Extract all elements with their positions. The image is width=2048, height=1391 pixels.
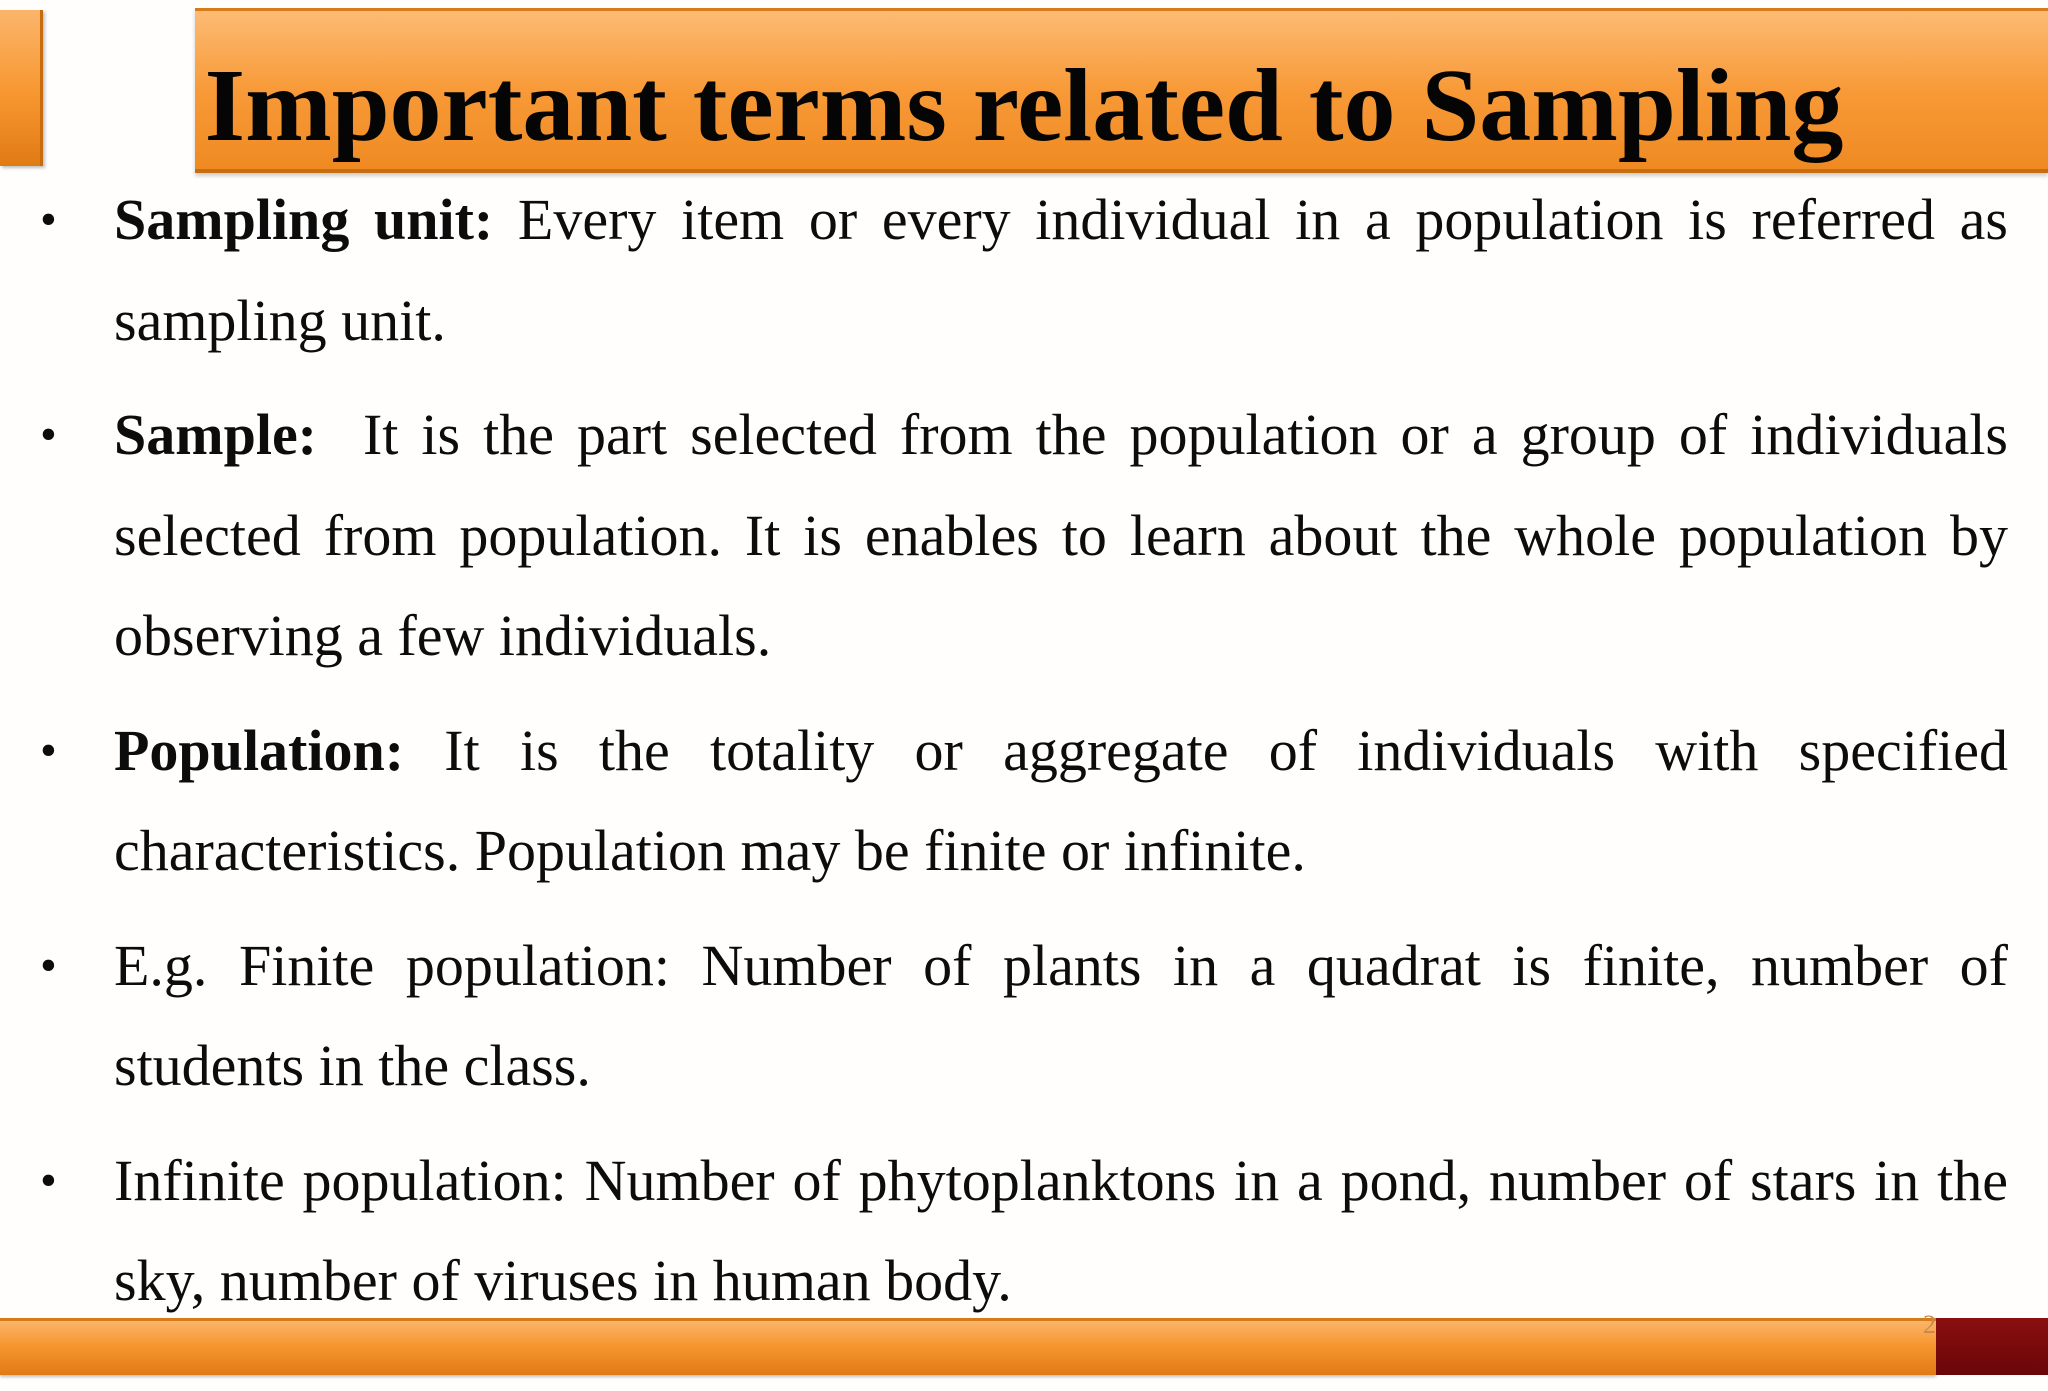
slide-title: Important terms related to Sampling bbox=[204, 48, 1844, 163]
bullet-item-finite-example bbox=[40, 916, 2008, 1117]
term-label: Sampling unit: bbox=[114, 187, 494, 252]
bullet-icon: • bbox=[40, 408, 57, 461]
term-label: Population: bbox=[114, 717, 405, 783]
term-definition: It is the part selected from the population or a group of individuals selected from population. It is enables to learn about the whole population by observing a few individuals. bbox=[114, 402, 2023, 668]
term-definition: Every item or every individual in a population is referred as sampling unit. bbox=[114, 187, 2008, 353]
bullet-item-sampling-unit bbox=[40, 170, 2008, 371]
term-label: Sample: bbox=[114, 402, 317, 467]
bullet-list bbox=[40, 170, 2023, 1346]
bullet-item-sample bbox=[40, 385, 2023, 687]
bullet-icon: • bbox=[40, 938, 57, 992]
bullet-icon: • bbox=[40, 1153, 57, 1207]
bullet-icon: • bbox=[40, 193, 57, 246]
page-number: 2 bbox=[1923, 1310, 1936, 1339]
bullet-icon: • bbox=[40, 723, 57, 777]
example-text: Infinite population: Number of phytoplanktons in a pond, number of stars in the sky, number of viruses in human body. bbox=[114, 1147, 2008, 1313]
footer-bar bbox=[0, 1318, 1936, 1375]
term-definition: It is the totality or aggregate of individuals with specified characteristics. Population may be finite or infinite. bbox=[114, 717, 2008, 883]
footer-accent-block bbox=[1936, 1318, 2048, 1375]
bullet-item-infinite-example bbox=[40, 1131, 2008, 1332]
example-text: E.g. Finite population: Number of plants in a quadrat is finite, number of students in the class. bbox=[114, 932, 2008, 1098]
bullet-item-population bbox=[40, 701, 2008, 902]
